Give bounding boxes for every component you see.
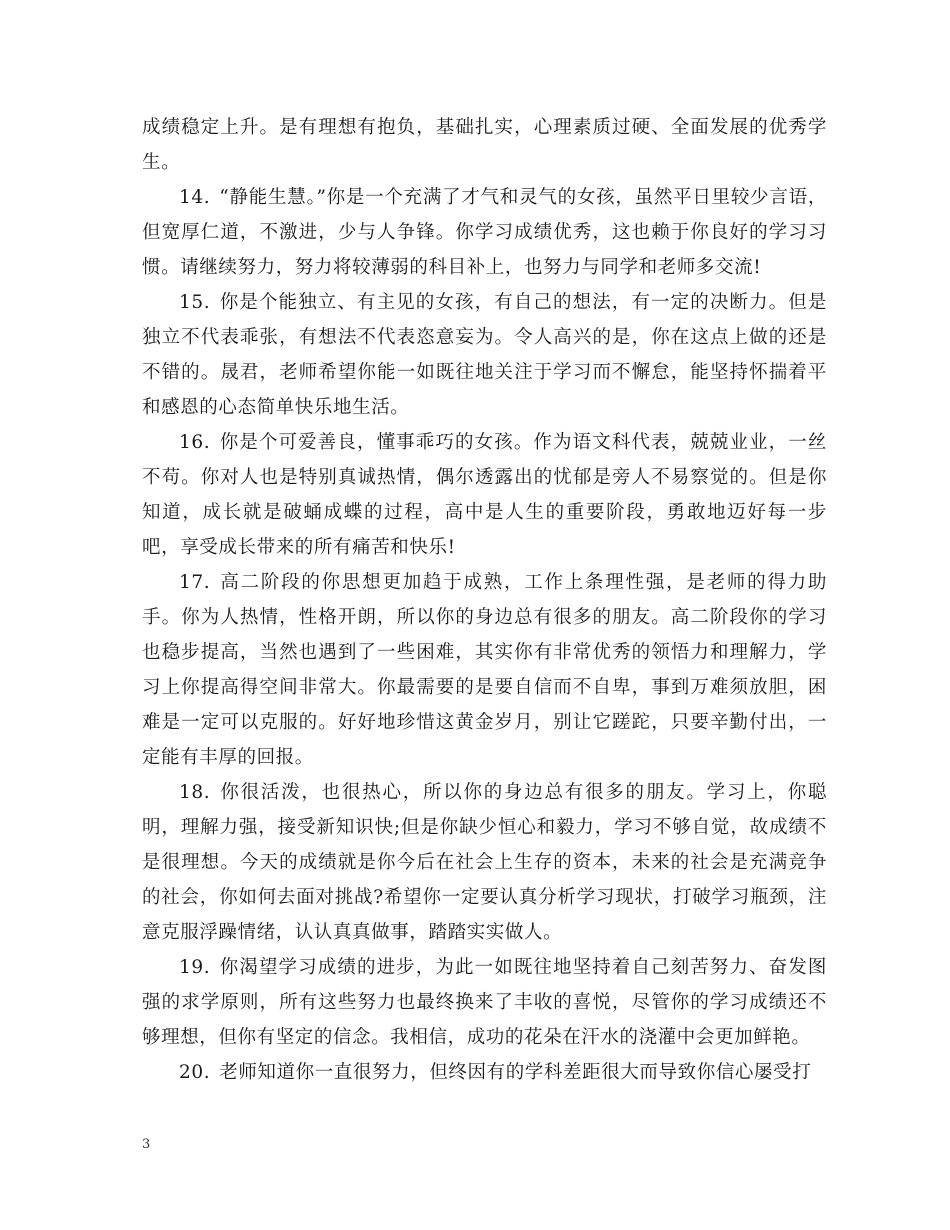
page-number: 3 <box>142 1137 151 1152</box>
paragraph-text: 高二阶段的你思想更加趋于成熟，工作上条理性强，是老师的得力助手。你为人热情，性格开朗，所以你的身边总有很多的朋友。高二阶段你的学习也稳步提高，当然也遇到了一些困难，其实你有非常优秀的领悟力和理解力，学习上你提高得空间非常大。你最需要的是要自信而不自卑，事到万难须放胆，困难是一定可以克服的。好好地珍惜这黄金岁月，别让它蹉跎，只要辛勤付出，一定能有丰厚的回报。 <box>142 572 827 768</box>
paragraph-number: 19. <box>179 957 211 978</box>
paragraph-number: 15. <box>179 292 211 313</box>
paragraph-text: 你是个能独立、有主见的女孩，有自己的想法，有一定的决断力。但是独立不代表乖张，有想法不代表恣意妄为。令人高兴的是，你在这点上做的还是不错的。晟君，老师希望你能一如既往地关注于学习而不懈怠，能坚持怀揣着平和感恩的心态简单快乐地生活。 <box>142 292 827 418</box>
paragraph-number: 14. <box>179 187 211 208</box>
paragraph-17 <box>142 565 827 775</box>
paragraph-text: 成绩稳定上升。是有理想有抱负，基础扎实，心理素质过硬、全面发展的优秀学生。 <box>142 117 827 173</box>
paragraph-text: “静能生慧。”你是一个充满了才气和灵气的女孩，虽然平日里较少言语，但宽厚仁道，不激进，少与人争锋。你学习成绩优秀，这也赖于你良好的学习习惯。请继续努力，努力将较薄弱的科目补上，也努力与同学和老师多交流! <box>142 187 827 278</box>
document-body <box>142 110 827 1090</box>
paragraph-19 <box>142 950 827 1055</box>
paragraph-text: 老师知道你一直很努力，但终因有的学科差距很大而导致你信心屡受打 <box>219 1062 812 1083</box>
paragraph-20 <box>142 1055 827 1090</box>
paragraph-15 <box>142 285 827 425</box>
paragraph-18 <box>142 775 827 950</box>
paragraph-14 <box>142 180 827 285</box>
paragraph-number: 16. <box>179 432 211 453</box>
paragraph-continuation <box>142 110 827 180</box>
paragraph-16 <box>142 425 827 565</box>
paragraph-text: 你很活泼，也很热心，所以你的身边总有很多的朋友。学习上，你聪明，理解力强，接受新知识快;但是你缺少恒心和毅力，学习不够自觉，故成绩不是很理想。今天的成绩就是你今后在社会上生存的资本，未来的社会是充满竞争的社会，你如何去面对挑战?希望你一定要认真分析学习现状，打破学习瓶颈，注意克服浮躁情绪，认认真真做事，踏踏实实做人。 <box>142 782 827 943</box>
paragraph-number: 17. <box>179 572 211 593</box>
paragraph-number: 18. <box>179 782 211 803</box>
paragraph-text: 你渴望学习成绩的进步，为此一如既往地坚持着自己刻苦努力、奋发图强的求学原则，所有这些努力也最终换来了丰收的喜悦，尽管你的学习成绩还不够理想，但你有坚定的信念。我相信，成功的花朵在汗水的浇灌中会更加鲜艳。 <box>142 957 827 1048</box>
paragraph-text: 你是个可爱善良，懂事乖巧的女孩。作为语文科代表，兢兢业业，一丝不苟。你对人也是特别真诚热情，偶尔透露出的忧郁是旁人不易察觉的。但是你知道，成长就是破蛹成蝶的过程，高中是人生的重要阶段，勇敢地迈好每一步吧，享受成长带来的所有痛苦和快乐! <box>142 432 827 558</box>
paragraph-number: 20. <box>179 1062 211 1083</box>
